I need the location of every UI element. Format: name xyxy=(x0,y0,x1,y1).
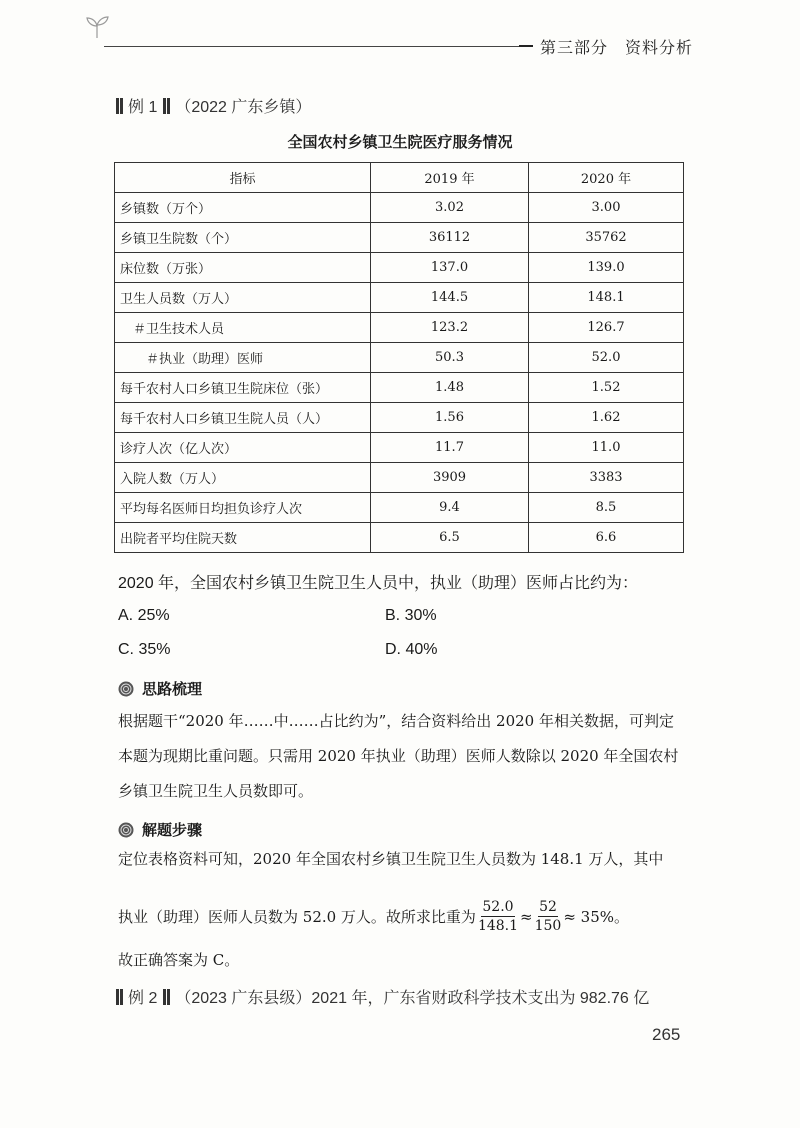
row-label: 每千农村人口乡镇卫生院人员（人） xyxy=(115,403,371,433)
row-label: 每千农村人口乡镇卫生院床位（张） xyxy=(115,373,371,403)
column-header: 2019 年 xyxy=(371,163,529,193)
table-row xyxy=(115,193,684,223)
example-1-source: （2022 广东乡镇） xyxy=(175,99,312,116)
value-2020: 52.0 xyxy=(529,343,684,373)
header-rule-cap xyxy=(519,45,533,47)
table-row xyxy=(115,493,684,523)
table-row xyxy=(115,373,684,403)
row-label: 乡镇卫生院数（个） xyxy=(115,223,371,253)
value-2020: 11.0 xyxy=(529,433,684,463)
option-a: A. 25% xyxy=(118,607,170,624)
row-label: 床位数（万张） xyxy=(115,253,371,283)
row-label: 乡镇数（万个） xyxy=(115,193,371,223)
column-header: 2020 年 xyxy=(529,163,684,193)
value-2019: 1.48 xyxy=(371,373,529,403)
value-2020: 6.6 xyxy=(529,523,684,553)
analysis-paragraph: 根据题干“2020 年……中……占比约为”，结合资料给出 2020 年相关数据，可判定本题为现期比重问题。只需用 2020 年执业（助理）医师人数除以 2020 年全国农村乡镇卫生院卫生人员数即可。 xyxy=(118,712,679,800)
value-2020: 1.52 xyxy=(529,373,684,403)
table-row xyxy=(115,343,684,373)
value-2019: 9.4 xyxy=(371,493,529,523)
value-2019: 36112 xyxy=(371,223,529,253)
solution-line-1: 定位表格资料可知，2020 年全国农村乡镇卫生院卫生人员数为 148.1 万人，其中 xyxy=(118,850,664,868)
fraction-1-denominator: 148.1 xyxy=(477,918,519,934)
fraction-2 xyxy=(535,898,562,935)
value-2019: 3909 xyxy=(371,463,529,493)
row-label: 入院人数（万人） xyxy=(115,463,371,493)
solution-line-2-prefix: 执业（助理）医师人员数为 52.0 万人。故所求比重为 xyxy=(118,908,476,926)
solution-line-2 xyxy=(118,898,629,935)
analysis-heading xyxy=(118,678,202,699)
sprout-icon xyxy=(84,14,110,40)
table-title: 全国农村乡镇卫生院医疗服务情况 xyxy=(287,134,513,151)
value-2020: 8.5 xyxy=(529,493,684,523)
solution-heading xyxy=(118,819,202,840)
value-2019: 50.3 xyxy=(371,343,529,373)
spiral-icon xyxy=(118,681,134,697)
value-2020: 3.00 xyxy=(529,193,684,223)
spiral-icon xyxy=(118,822,134,838)
value-2019: 11.7 xyxy=(371,433,529,463)
tag-bar-right xyxy=(163,98,166,114)
table-row xyxy=(115,523,684,553)
value-2020: 139.0 xyxy=(529,253,684,283)
example-2-tag xyxy=(116,985,649,1008)
table-row xyxy=(115,313,684,343)
data-table xyxy=(114,162,684,553)
column-header: 指标 xyxy=(115,163,371,193)
row-label: 诊疗人次（亿人次） xyxy=(115,433,371,463)
header-rule xyxy=(104,46,519,47)
value-2020: 126.7 xyxy=(529,313,684,343)
row-label: ＃执业（助理）医师 xyxy=(115,343,371,373)
row-label: ＃卫生技术人员 xyxy=(115,313,371,343)
table-header-row xyxy=(115,163,684,193)
table-row xyxy=(115,463,684,493)
value-2019: 1.56 xyxy=(371,403,529,433)
value-2020: 3383 xyxy=(529,463,684,493)
option-b: B. 30% xyxy=(385,607,437,624)
fraction-2-denominator: 150 xyxy=(534,918,562,934)
option-c: C. 35% xyxy=(118,641,171,658)
page-number: 265 xyxy=(652,1025,681,1044)
table-row xyxy=(115,253,684,283)
fraction-2-numerator: 52 xyxy=(539,899,557,915)
table-row xyxy=(115,433,684,463)
row-label: 平均每名医师日均担负诊疗人次 xyxy=(115,493,371,523)
row-label: 出院者平均住院天数 xyxy=(115,523,371,553)
value-2019: 137.0 xyxy=(371,253,529,283)
value-2020: 148.1 xyxy=(529,283,684,313)
value-2019: 6.5 xyxy=(371,523,529,553)
example-2-text: （2023 广东县级）2021 年，广东省财政科学技术支出为 982.76 亿 xyxy=(175,990,650,1007)
solution-heading-text: 解题步骤 xyxy=(142,822,203,839)
value-2019: 123.2 xyxy=(371,313,529,343)
table-row xyxy=(115,403,684,433)
fraction-1 xyxy=(478,898,518,935)
fraction-1-numerator: 52.0 xyxy=(482,899,514,915)
value-2019: 3.02 xyxy=(371,193,529,223)
row-label: 卫生人员数（万人） xyxy=(115,283,371,313)
question-stem: 2020 年，全国农村乡镇卫生院卫生人员中，执业（助理）医师占比约为： xyxy=(118,575,639,592)
tag-bar-left xyxy=(116,98,119,114)
conclusion: 故正确答案为 C。 xyxy=(118,951,240,969)
running-header-title: 第三部分 资料分析 xyxy=(540,40,694,57)
example-1-tag xyxy=(116,94,311,117)
option-d: D. 40% xyxy=(385,641,438,658)
value-2020: 35762 xyxy=(529,223,684,253)
value-2020: 1.62 xyxy=(529,403,684,433)
analysis-heading-text: 思路梳理 xyxy=(142,681,203,698)
tag-bar-right xyxy=(163,989,166,1005)
example-2-label: 例 2 xyxy=(128,990,158,1007)
value-2019: 144.5 xyxy=(371,283,529,313)
table-row xyxy=(115,223,684,253)
table-row xyxy=(115,283,684,313)
tag-bar-left xyxy=(116,989,119,1005)
solution-line-2-suffix: ≈ 35%。 xyxy=(563,908,630,926)
approx-sign: ≈ xyxy=(520,907,533,926)
example-1-label: 例 1 xyxy=(128,99,158,116)
